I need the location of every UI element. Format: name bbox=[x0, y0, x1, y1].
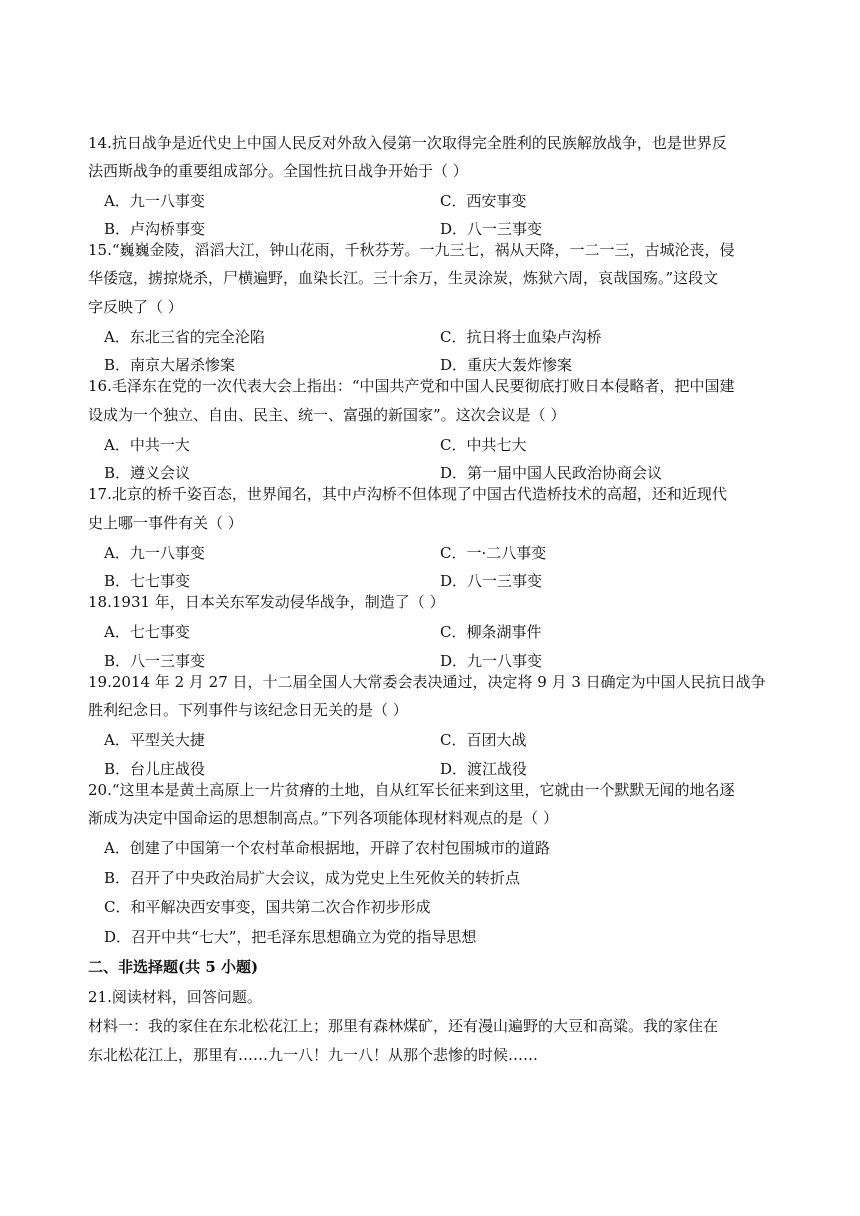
question-20-option-c[interactable]: C．和平解决西安事变，国共第二次合作初步形成 bbox=[104, 898, 431, 916]
question-19-stem-line-1: 19.2014 年 2 月 27 日，十二届全国人大常委会表决通过，决定将 9 月 3 日确定为中国人民抗日战争 bbox=[88, 673, 766, 691]
question-20-option-d[interactable]: D．召开中共“七大”，把毛泽东思想确立为党的指导思想 bbox=[104, 928, 477, 946]
question-19-option-b[interactable]: B．台儿庄战役 bbox=[104, 760, 206, 778]
question-19-option-a[interactable]: A．平型关大捷 bbox=[104, 731, 205, 749]
question-16-option-a[interactable]: A．中共一大 bbox=[104, 436, 190, 454]
question-17-stem-line-1: 17.北京的桥千姿百态，世界闻名，其中卢沟桥不但体现了中国古代造桥技术的高超，还和近现代 bbox=[88, 485, 727, 503]
question-14-stem-line-2: 法西斯战争的重要组成部分。全国性抗日战争开始于（ ） bbox=[88, 162, 468, 180]
question-15-option-a[interactable]: A．东北三省的完全沦陷 bbox=[104, 328, 265, 346]
question-20-option-b[interactable]: B．召开了中央政治局扩大会议，成为党史上生死攸关的转折点 bbox=[104, 869, 521, 887]
question-21-material-line-2: 东北松花江上，那里有……九一八！九一八！从那个悲惨的时候…… bbox=[88, 1046, 539, 1064]
question-14-stem-line-1: 14.抗日战争是近代史上中国人民反对外敌入侵第一次取得完全胜利的民族解放战争，也是世界反 bbox=[88, 134, 727, 152]
question-20-option-a[interactable]: A．创建了中国第一个农村革命根据地，开辟了农村包围城市的道路 bbox=[104, 839, 550, 857]
question-16-stem-line-1: 16.毛泽东在党的一次代表大会上指出：“中国共产党和中国人民要彻底打败日本侵略者，把中国建 bbox=[88, 377, 735, 395]
question-16-option-b[interactable]: B．遵义会议 bbox=[104, 464, 191, 482]
question-18-option-d[interactable]: D．九一八事变 bbox=[440, 652, 543, 670]
question-17-stem-line-2: 史上哪一事件有关（ ） bbox=[88, 514, 243, 532]
question-15-stem-line-3: 字反映了（ ） bbox=[88, 298, 183, 316]
question-16-option-c[interactable]: C．中共七大 bbox=[440, 436, 527, 454]
question-18-option-c[interactable]: C．柳条湖事件 bbox=[440, 623, 542, 641]
question-19-option-c[interactable]: C．百团大战 bbox=[440, 731, 527, 749]
question-15-option-b[interactable]: B．南京大屠杀惨案 bbox=[104, 356, 236, 374]
question-15-option-c[interactable]: C．抗日将士血染卢沟桥 bbox=[440, 328, 602, 346]
question-17-option-c[interactable]: C．一·二八事变 bbox=[440, 544, 547, 562]
question-17-option-a[interactable]: A．九一八事变 bbox=[104, 544, 205, 562]
question-18-option-a[interactable]: A．七七事变 bbox=[104, 623, 190, 641]
question-14-option-b[interactable]: B．卢沟桥事变 bbox=[104, 220, 206, 238]
question-21-material-line-1: 材料一：我的家住在东北松花江上；那里有森林煤矿，还有漫山遍野的大豆和高粱。我的家住在 bbox=[88, 1017, 719, 1035]
question-15-option-d[interactable]: D．重庆大轰炸惨案 bbox=[440, 356, 573, 374]
question-15-stem-line-1: 15.“巍巍金陵，滔滔大江，钟山花雨，千秋芬芳。一九三七，祸从天降，一二一三，古城沦丧，侵 bbox=[88, 241, 735, 259]
question-18-stem-line-1: 18.1931 年，日本关东军发动侵华战争，制造了（ ） bbox=[88, 593, 445, 611]
question-17-option-d[interactable]: D．八一三事变 bbox=[440, 572, 543, 590]
question-14-option-d[interactable]: D．八一三事变 bbox=[440, 220, 543, 238]
question-14-option-c[interactable]: C．西安事变 bbox=[440, 192, 527, 210]
question-19-stem-line-2: 胜利纪念日。下列事件与该纪念日无关的是（ ） bbox=[88, 701, 408, 719]
section-2-heading: 二、非选择题(共 5 小题) bbox=[88, 958, 259, 976]
question-18-option-b[interactable]: B．八一三事变 bbox=[104, 652, 206, 670]
question-17-option-b[interactable]: B．七七事变 bbox=[104, 572, 191, 590]
question-19-option-d[interactable]: D．渡江战役 bbox=[440, 760, 528, 778]
question-21-stem-line-1: 21.阅读材料，回答问题。 bbox=[88, 988, 262, 1006]
question-20-stem-line-2: 渐成为决定中国命运的思想制高点。”下列各项能体现材料观点的是（ ） bbox=[88, 809, 558, 827]
question-16-option-d[interactable]: D．第一届中国人民政治协商会议 bbox=[440, 464, 663, 482]
question-15-stem-line-2: 华倭寇，掳掠烧杀，尸横遍野，血染长江。三十余万，生灵涂炭，炼狱六周，哀哉国殇。”这段文 bbox=[88, 269, 719, 287]
question-16-stem-line-2: 设成为一个独立、自由、民主、统一、富强的新国家”。这次会议是（ ） bbox=[88, 406, 566, 424]
question-14-option-a[interactable]: A．九一八事变 bbox=[104, 192, 205, 210]
question-20-stem-line-1: 20.“这里本是黄土高原上一片贫瘠的土地，自从红军长征来到这里，它就由一个默默无闻的地名逐 bbox=[88, 781, 735, 799]
